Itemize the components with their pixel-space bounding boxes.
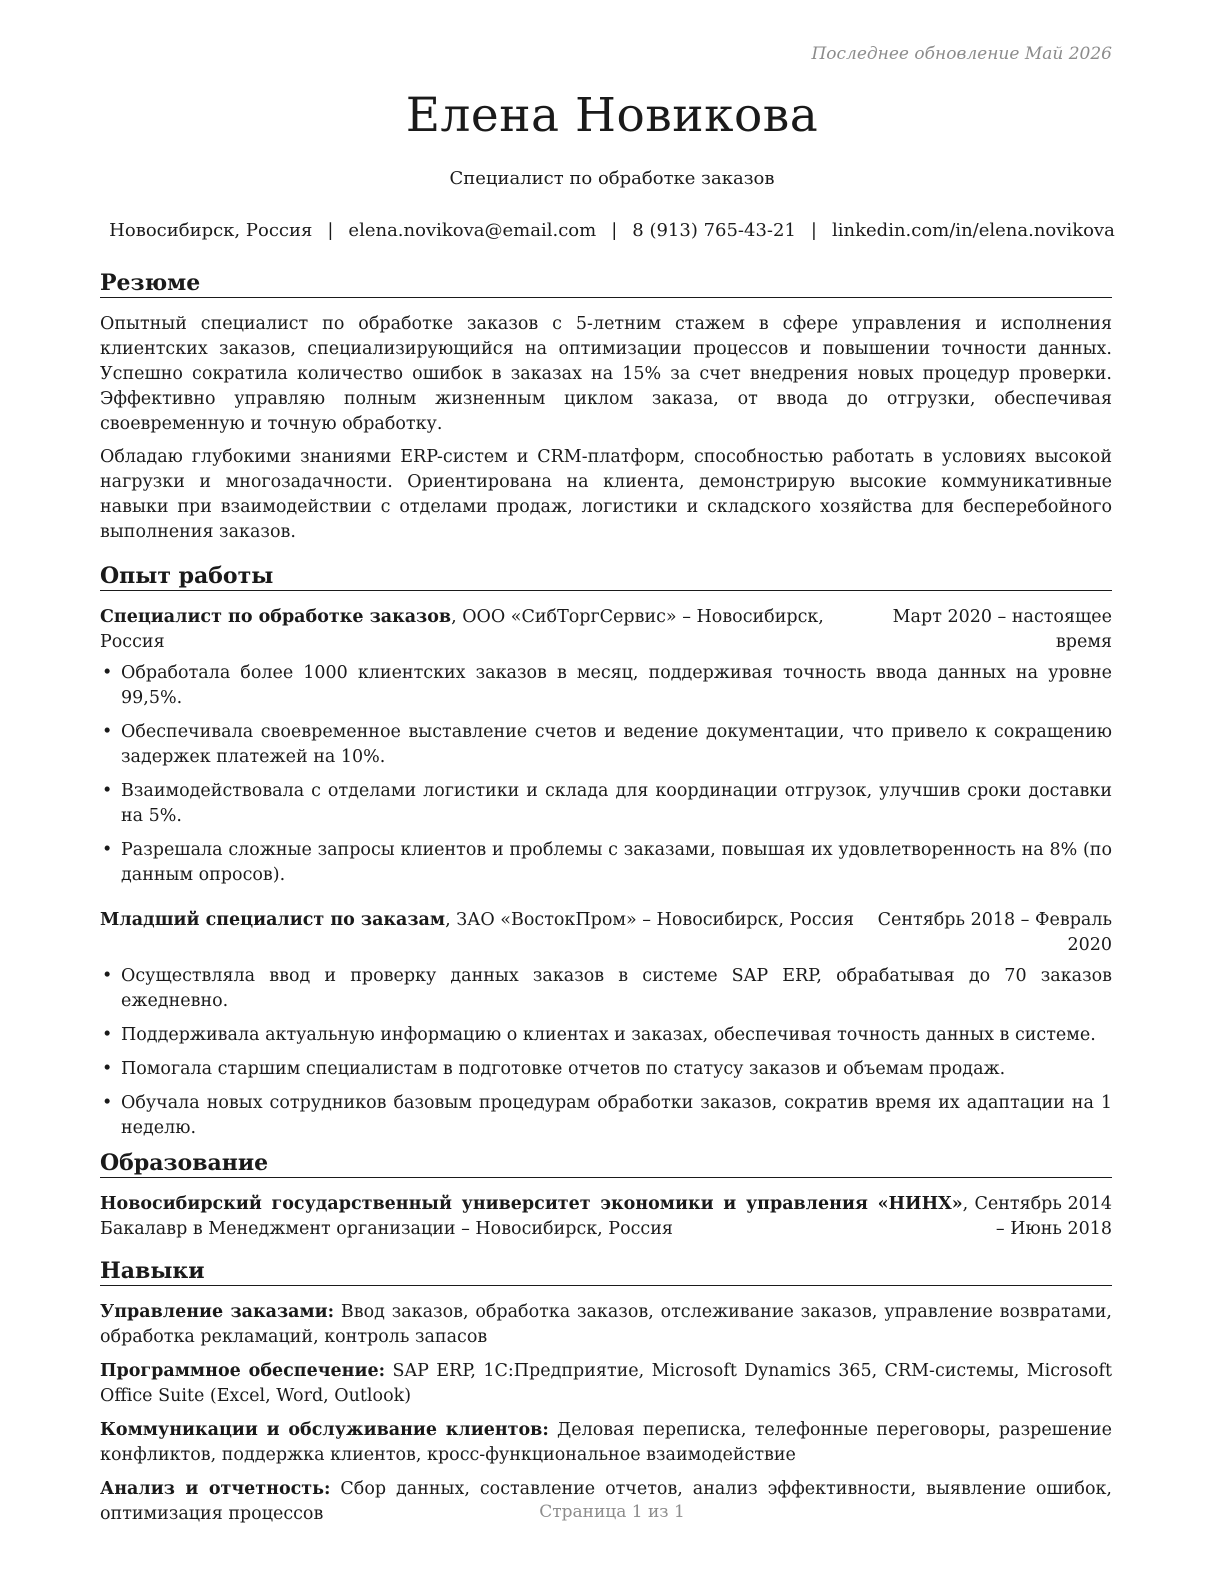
contact-separator: |	[810, 220, 817, 241]
list-item: • Разрешала сложные запросы клиентов и проблемы с заказами, повышая их удовлетворенность на 8% (по данным опросов).	[102, 840, 1112, 885]
page-number: Страница 1 из 1	[539, 1502, 685, 1522]
skill-label: Управление заказами:	[100, 1302, 335, 1322]
section-title-experience: Опыт работы	[100, 563, 1112, 591]
contact-email[interactable]: elena.novikova@email.com	[348, 220, 597, 241]
job-header	[100, 605, 1112, 655]
job-role: Младший специалист по заказам	[100, 910, 446, 930]
education-info	[100, 1192, 968, 1242]
list-item: • Поддерживала актуальную информацию о клиентах и заказах, обеспечивая точность данных в системе.	[102, 1025, 1096, 1045]
list-item: • Обработала более 1000 клиентских заказов в месяц, поддерживая точность ввода данных на уровне 99,5%.	[102, 663, 1112, 708]
degree-details: , Бакалавр в Менеджмент организации – Новосибирск, Россия	[100, 1194, 969, 1239]
job-info	[100, 605, 880, 655]
experience-section	[100, 563, 1112, 1141]
contact-location: Новосибирск, Россия	[109, 220, 313, 241]
skill-row	[100, 1359, 1112, 1409]
resume-content	[100, 270, 1112, 1536]
contact-phone[interactable]: 8 (913) 765-43-21	[632, 220, 796, 241]
list-item: • Обучала новых сотрудников базовым процедурам обработки заказов, сократив время их адаптации на 1 неделю.	[102, 1093, 1112, 1138]
job-entry	[100, 605, 1112, 888]
job-bullets	[100, 661, 1112, 888]
contact-separator: |	[611, 220, 618, 241]
school-name: Новосибирский государственный университет экономики и управления «НИНХ»	[100, 1194, 963, 1214]
contact-linkedin[interactable]: linkedin.com/in/elena.novikova	[832, 220, 1115, 241]
list-item: • Помогала старшим специалистам в подготовке отчетов по статусу заказов и объемам продаж.	[102, 1059, 1006, 1079]
skill-text: SAP ERP, 1С:Предприятие, Microsoft Dynamics 365, CRM-системы, Microsoft Office Suite (Excel, Word, Outlook)	[100, 1361, 1112, 1406]
contact-separator: |	[327, 220, 334, 241]
education-dates: Сентябрь 2014 – Июнь 2018	[974, 1194, 1112, 1239]
job-company: , ЗАО «ВостокПром» – Новосибирск, Россия	[445, 910, 855, 930]
job-role: Специалист по обработке заказов	[100, 607, 452, 627]
section-title-skills: Навыки	[100, 1258, 1112, 1286]
summary-section	[100, 270, 1112, 545]
education-section	[100, 1150, 1112, 1242]
skill-label: Анализ и отчетность:	[100, 1479, 331, 1499]
skill-label: Коммуникации и обслуживание клиентов:	[100, 1420, 549, 1440]
job-title: Специалист по обработке заказов	[449, 168, 775, 189]
skills-section	[100, 1258, 1112, 1527]
list-item: • Осуществляла ввод и проверку данных заказов в системе SAP ERP, обрабатывая до 70 заказов ежедневно.	[102, 966, 1112, 1011]
section-title-education: Образование	[100, 1150, 1112, 1178]
list-item: • Обеспечивала своевременное выставление счетов и ведение документации, что привело к сокращению задержек платежей на 10%.	[102, 722, 1112, 767]
contact-line	[0, 220, 1224, 241]
job-info	[100, 908, 876, 958]
candidate-name: Елена Новикова	[405, 88, 819, 143]
skill-text: Ввод заказов, обработка заказов, отслеживание заказов, управление возвратами, обработка рекламаций, контроль запасов	[100, 1302, 1112, 1347]
list-item: • Взаимодействовала с отделами логистики и склада для координации отгрузок, улучшив сроки доставки на 5%.	[102, 781, 1112, 826]
skill-label: Программное обеспечение:	[100, 1361, 386, 1381]
summary-paragraph: Обладаю глубокими знаниями ERP-систем и CRM-платформ, способностью работать в условиях высокой нагрузки и многозадачности. Ориентирована на клиента, демонстрирую высокие коммуникативные навыки при взаимодействии с отделами продаж, логистики и складского хозяйства для бесперебойного выполнения заказов.	[100, 447, 1112, 542]
job-entry	[100, 908, 1112, 1141]
education-entry	[100, 1192, 1112, 1242]
summary-paragraph: Опытный специалист по обработке заказов с 5-летним стажем в сфере управления и исполнения клиентских заказов, специализирующийся на оптимизации процессов и повышении точности данных. Успешно сократила количество ошибок в заказах на 15% за счет внедрения новых процедур проверки. Эффективно управляю полным жизненным циклом заказа, от ввода до отгрузки, обеспечивая своевременную и точную обработку.	[100, 314, 1112, 434]
skill-text: Сбор данных, составление отчетов, анализ эффективности, выявление ошибок, оптимизация процессов	[100, 1479, 1112, 1524]
job-dates: Сентябрь 2018 – Февраль 2020	[877, 910, 1112, 955]
job-header	[100, 908, 1112, 958]
section-title-summary: Резюме	[100, 270, 1112, 298]
skill-row	[100, 1418, 1112, 1468]
skill-text: Деловая переписка, телефонные переговоры, разрешение конфликтов, поддержка клиентов, кросс-функциональное взаимодействие	[100, 1420, 1112, 1465]
skill-row	[100, 1300, 1112, 1350]
job-dates: Март 2020 – настоящее время	[892, 607, 1112, 652]
last-updated: Последнее обновление Май 2026	[811, 44, 1112, 64]
job-company: , ООО «СибТоргСервис» – Новосибирск, Россия	[100, 607, 824, 652]
job-bullets	[100, 964, 1112, 1141]
